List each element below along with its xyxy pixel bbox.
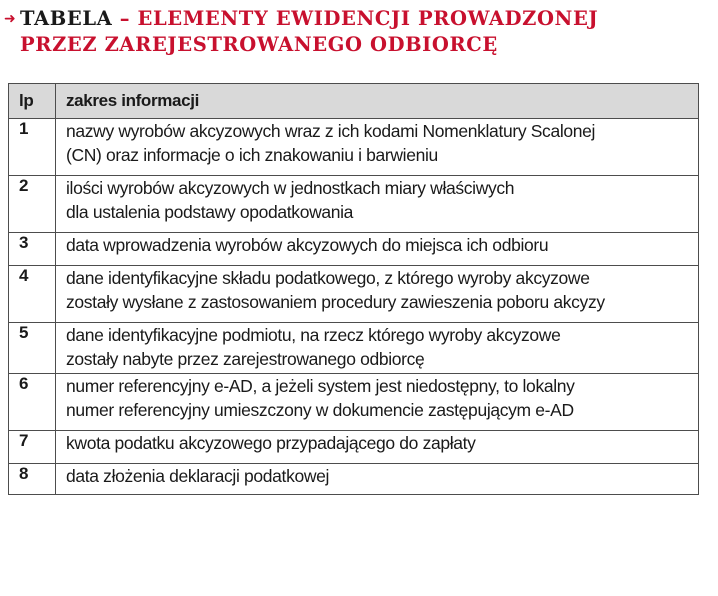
row-description-line: dla ustalenia podstawy opodatkowania <box>66 202 354 222</box>
table-row <box>9 233 699 266</box>
row-number: 2 <box>9 176 56 233</box>
header-info: zakres informacji <box>56 84 699 119</box>
row-description-line: numer referencyjny e-AD, a jeżeli system jest niedostępny, to lokalny <box>66 376 575 396</box>
table-row <box>9 464 699 495</box>
row-number: 3 <box>9 233 56 266</box>
row-description-line: dane identyfikacyjne składu podatkowego, z którego wyroby akcyzowe <box>66 268 590 288</box>
title-label: TABELA <box>20 7 113 30</box>
table-row <box>9 176 699 233</box>
right-arrow-icon: ➜ <box>4 11 17 27</box>
table-row <box>9 119 699 176</box>
row-number: 6 <box>9 374 56 431</box>
row-description-line: (CN) oraz informacje o ich znakowaniu i barwieniu <box>66 145 438 165</box>
row-description <box>56 431 699 464</box>
title-subject-line-1: ELEMENTY EWIDENCJI PROWADZONEJ <box>137 7 599 30</box>
title-subject-line-2: PRZEZ ZAREJESTROWANEGO ODBIORCĘ <box>20 33 498 56</box>
row-number: 8 <box>9 464 56 495</box>
table-header-row <box>9 84 699 119</box>
row-number: 4 <box>9 266 56 323</box>
row-description <box>56 323 699 374</box>
row-description <box>56 464 699 495</box>
row-description <box>56 266 699 323</box>
row-description-line: kwota podatku akcyzowego przypadającego do zapłaty <box>66 433 476 453</box>
table-row <box>9 431 699 464</box>
row-description-line: ilości wyrobów akcyzowych w jednostkach miary właściwych <box>66 178 515 198</box>
title-dash: – <box>119 7 131 30</box>
row-description-line: data wprowadzenia wyrobów akcyzowych do miejsca ich odbioru <box>66 235 549 255</box>
row-description <box>56 119 699 176</box>
row-description-line: zostały wysłane z zastosowaniem procedury zawieszenia poboru akcyzy <box>66 292 605 312</box>
row-description <box>56 374 699 431</box>
table-title <box>4 6 704 58</box>
table-row <box>9 374 699 431</box>
title-line-1 <box>4 6 704 32</box>
table-row <box>9 266 699 323</box>
evidence-table <box>8 83 699 495</box>
row-description <box>56 233 699 266</box>
row-number: 5 <box>9 323 56 374</box>
row-description-line: data złożenia deklaracji podatkowej <box>66 466 330 486</box>
row-description-line: zostały nabyte przez zarejestrowanego odbiorcę <box>66 349 425 369</box>
table-row <box>9 323 699 374</box>
header-lp: lp <box>9 84 56 119</box>
row-number: 1 <box>9 119 56 176</box>
row-number: 7 <box>9 431 56 464</box>
row-description-line: dane identyfikacyjne podmiotu, na rzecz którego wyroby akcyzowe <box>66 325 561 345</box>
row-description <box>56 176 699 233</box>
row-description-line: numer referencyjny umieszczony w dokumencie zastępującym e-AD <box>66 400 574 420</box>
row-description-line: nazwy wyrobów akcyzowych wraz z ich kodami Nomenklatury Scalonej <box>66 121 596 141</box>
